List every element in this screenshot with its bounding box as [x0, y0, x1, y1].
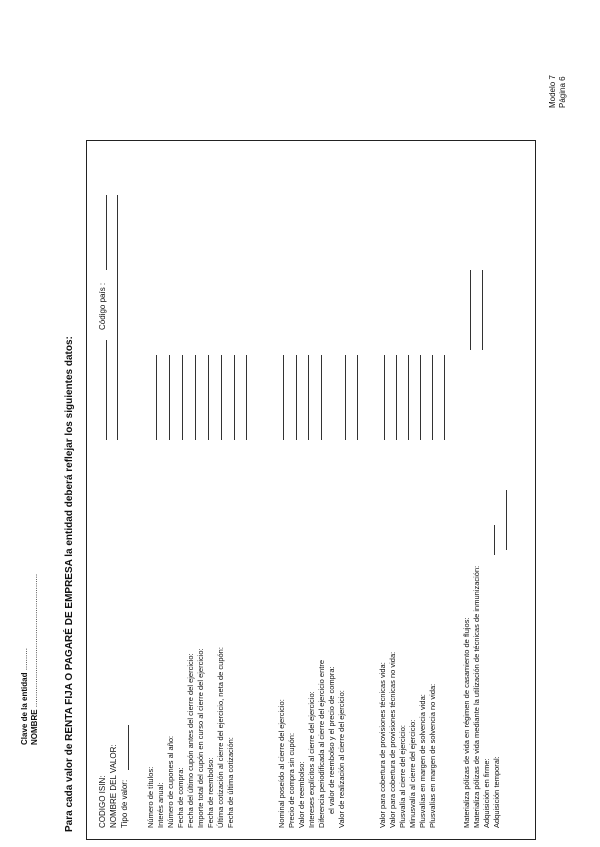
group2-field-line[interactable] [321, 355, 322, 440]
field-label: Fecha del último cupón antes del cierre del ejercicio: [186, 653, 195, 828]
name-label: NOMBRE [30, 709, 39, 745]
group2-field-line[interactable] [345, 355, 346, 440]
adquisicion-temporal-field-line[interactable] [506, 490, 507, 550]
field-label: Precio de compra sin cupón: [287, 732, 296, 828]
entity-key-dots: .......... [20, 648, 29, 671]
field-label: Plusvalías en margen de solvencia vida: [418, 694, 427, 828]
field-label: Diferencia periodificada al cierre del ejercicio entre [317, 660, 326, 828]
group3-field-line[interactable] [396, 355, 397, 440]
field-label: Número de cupones al año: [166, 735, 175, 828]
field-label: Última cotización al cierre del ejercicio, neta de cupón: [216, 647, 225, 828]
name-row [30, 574, 39, 745]
group1-field-line[interactable] [169, 355, 170, 440]
casamiento-field-line[interactable] [470, 270, 471, 350]
field-label: Valor para cobertura de provisiones técnicas no vida: [388, 651, 397, 828]
codigo-pais-label: Código país : [98, 282, 107, 330]
form-title: Para cada valor de RENTA FIJA O PAGARÉ DE EMPRESA la entidad deberá reflejar los siguientes datos: [64, 336, 75, 832]
group1-field-line[interactable] [208, 355, 209, 440]
field-label: Fecha de reembolso: [206, 757, 215, 828]
group2-field-line[interactable] [308, 355, 309, 440]
field-label: Valor de realización al cierre del ejercicio: [337, 690, 346, 828]
group3-labels [378, 652, 438, 828]
name-dots: ............................................................ [30, 573, 39, 708]
group3-field-line[interactable] [420, 355, 421, 440]
tipo-valor-label: Tipo de valor: [120, 779, 129, 828]
field-label: Adquisición temporal: [492, 756, 501, 828]
group2-labels [277, 660, 347, 828]
group3-field-line[interactable] [384, 355, 385, 440]
inmunizacion-field-line[interactable] [482, 270, 483, 350]
group1-field-line[interactable] [195, 355, 196, 440]
group2-field-line[interactable] [283, 355, 284, 440]
field-label: Fecha de compra: [176, 767, 185, 828]
group2-field-line[interactable] [296, 355, 297, 440]
field-label: Adquisición en firme: [482, 758, 491, 828]
group1-field-line[interactable] [234, 355, 235, 440]
field-label: Plusvalía al cierre del ejercicio: [398, 725, 407, 828]
group4-labels [462, 566, 502, 828]
field-label: Nominal poseído al cierre del ejercicio: [277, 699, 286, 828]
group1-labels [146, 647, 236, 828]
entity-key-row [20, 648, 29, 745]
group1-field-line[interactable] [182, 355, 183, 440]
group3-field-line[interactable] [444, 355, 445, 440]
field-label: Valor para cobertura de provisiones técnicas vida: [378, 662, 387, 828]
field-label: Importe total del cupón en curso al cierre del ejercicio: [196, 648, 205, 828]
field-label: Materializa pólizas de vida mediante la utilización de técnicas de inmunización: [472, 565, 481, 828]
nombre-field-line[interactable] [117, 195, 118, 440]
adquisicion-firme-field-line[interactable] [494, 525, 495, 555]
entity-key-label: Clave de la entidad [20, 672, 29, 745]
field-label: Materializa pólizas de vida en régimen de casamiento de flujos: [462, 617, 471, 828]
group1-field-line[interactable] [246, 355, 247, 440]
pais-field-line[interactable] [106, 195, 107, 270]
nombre-valor-label: NOMBRE DEL VALOR: [109, 744, 118, 828]
isin-label: CODIGO ISIN: [98, 775, 107, 828]
group1-field-line[interactable] [221, 355, 222, 440]
field-label: Minusvalía al cierre del ejercicio: [408, 719, 417, 828]
field-label: Número de títulos: [146, 766, 155, 828]
model-label: Modelo 7 [548, 75, 557, 108]
field-label: Fecha de última cotización: [226, 737, 235, 828]
field-label: Valor de reembolso: [297, 761, 306, 828]
group1-field-line[interactable] [156, 355, 157, 440]
field-label: el valor de reembolso y el precio de compra: [327, 666, 336, 814]
field-label: Interés anual: [156, 782, 165, 828]
group3-field-line[interactable] [432, 355, 433, 440]
page-label: Página 6 [558, 76, 567, 108]
tipo-field-line[interactable] [128, 725, 129, 770]
field-label: Plusvalías en margen de solvencia no vida: [428, 683, 437, 828]
field-label: Intereses explícitos al cierre del ejercicio: [307, 691, 316, 828]
group3-field-line[interactable] [408, 355, 409, 440]
group2-field-line[interactable] [357, 355, 358, 440]
isin-field-line[interactable] [106, 340, 107, 440]
